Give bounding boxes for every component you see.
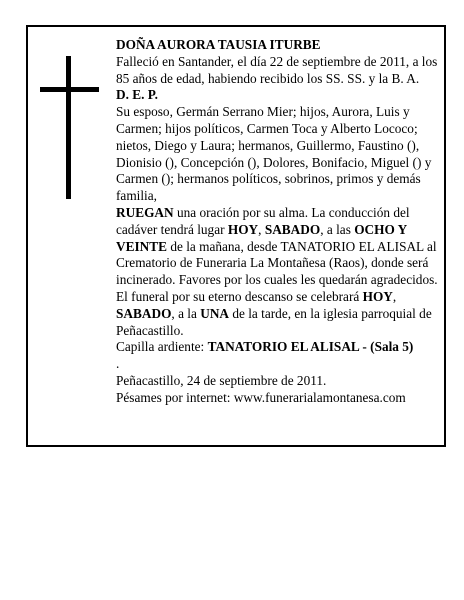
chapel-period: . <box>116 356 120 372</box>
dep-line: D. E. P. <box>116 87 158 103</box>
death-line: Falleció en Santander, el día 22 de septiembre de 2011, a los 85 años de edad, habiendo recibido los SS. SS. y la B. A. <box>116 53 438 86</box>
condolences-line: Pésames por internet: www.funerarialamontanesa.com <box>116 389 406 405</box>
service-paragraph: RUEGAN una oración por su alma. La conducción del cadáver tendrá lugar HOY, SABADO, a las OCHO Y VEINTE de la mañana, desde TANATORIO EL ALISAL al Crematorio de Funeraria La Montañesa (Raos), donde será incinerado. Favores por los cuales les quedarán agradecidos. El funeral por su eterno descanso se celebrará HOY, SABADO, a la UNA de la tarde, en la iglesia parroquial de Peñacastillo. <box>116 204 438 338</box>
deceased-name: DOÑA AURORA TAUSIA ITURBE <box>116 37 321 52</box>
family-line: Su esposo, Germán Serrano Mier; hijos, Aurora, Luis y Carmen; hijos políticos, Carmen Toca y Alberto Lococo; nietos, Diego y Laura; hermanos, Guillermo, Faustino (), Dionisio (), Concepción (), Dolores, Bonifacio, Miguel () y Carmen (); hermanos políticos, sobrinos, primos y demás familia, <box>116 104 432 204</box>
obituary-text <box>116 37 438 407</box>
chapel-line: Capilla ardiente: TANATORIO EL ALISAL - (Sala 5) <box>116 339 414 355</box>
cross-icon-crossbar <box>40 87 99 92</box>
place-date: Peñacastillo, 24 de septiembre de 2011. <box>116 372 327 388</box>
cross-icon <box>66 56 71 199</box>
obituary-card <box>26 25 446 447</box>
